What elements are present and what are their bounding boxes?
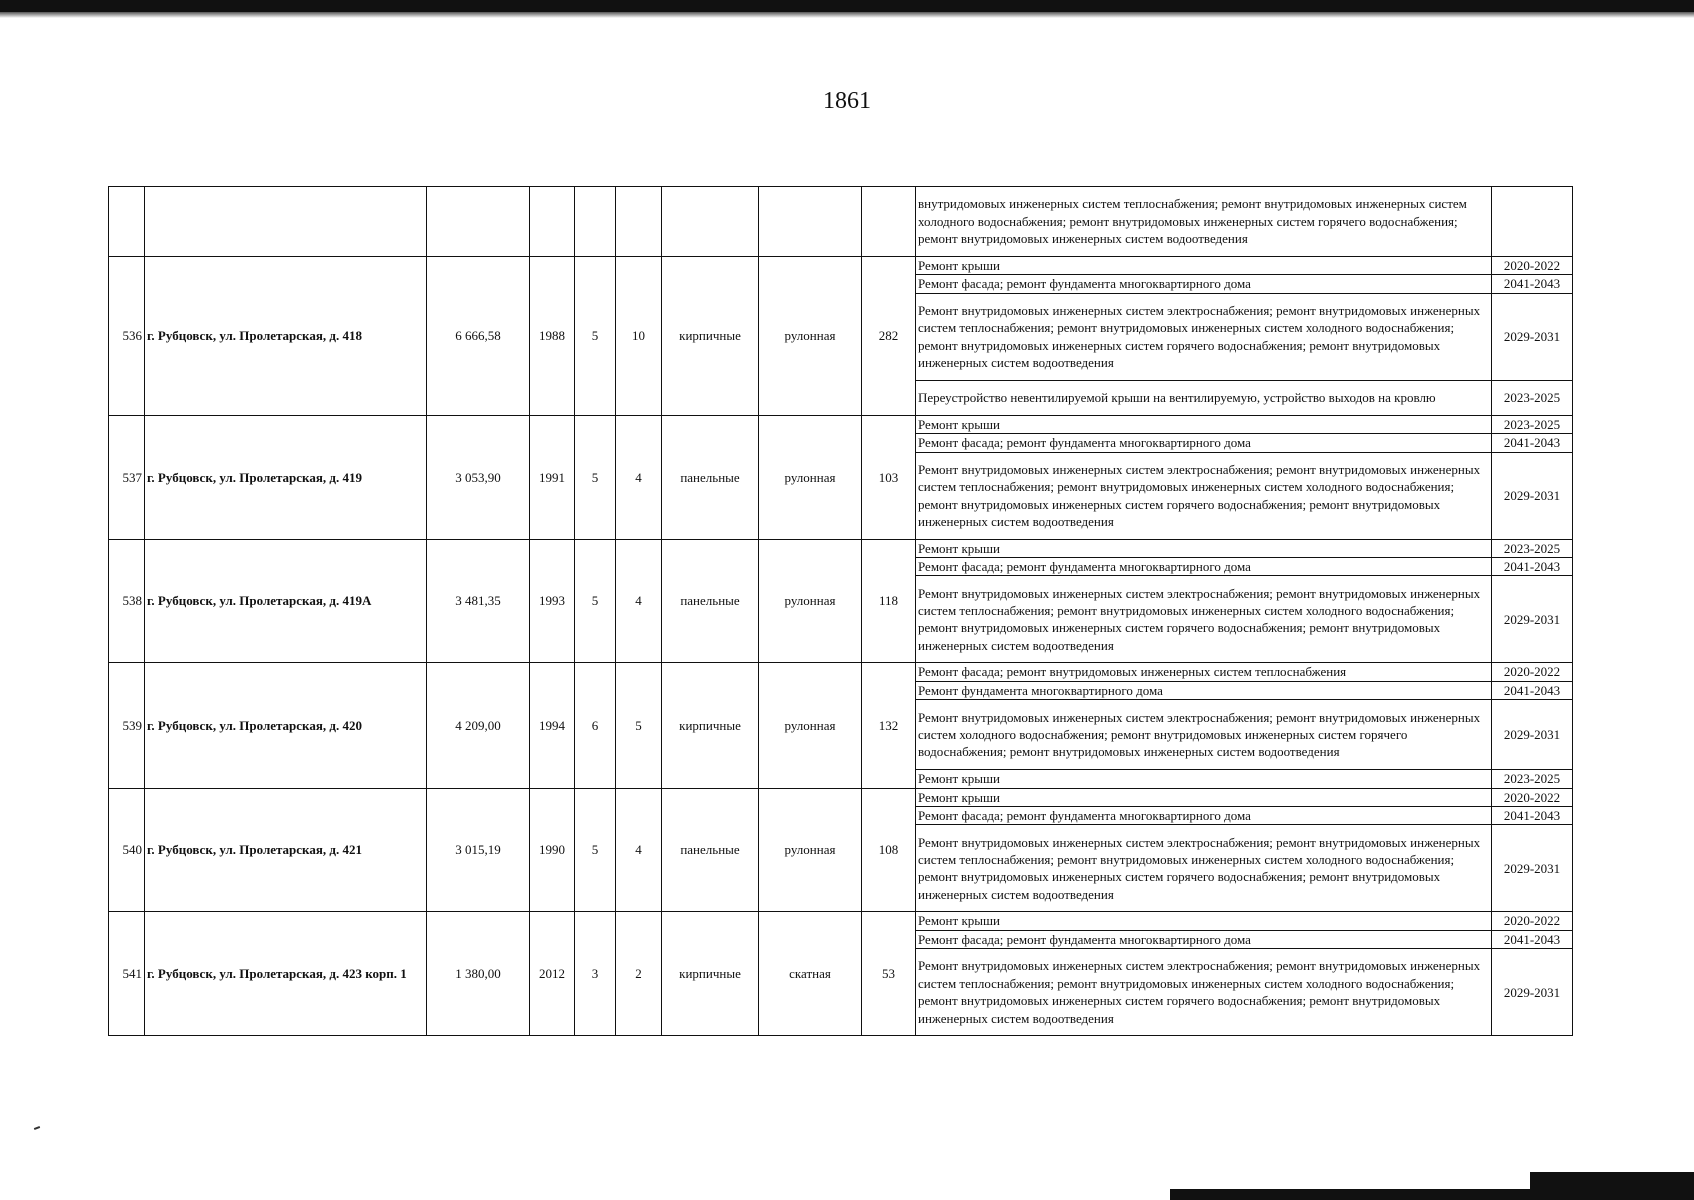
work-period: 2041-2043 (1492, 558, 1573, 576)
work-description: Ремонт фасада; ремонт внутридомовых инженерных систем теплоснабжения (916, 663, 1492, 681)
address: г. Рубцовск, ул. Пролетарская, д. 420 (145, 663, 427, 788)
address: г. Рубцовск, ул. Пролетарская, д. 423 корп. 1 (145, 912, 427, 1036)
row-number: 537 (109, 415, 145, 539)
wall-material: кирпичные (662, 257, 759, 416)
entrances: 4 (616, 415, 662, 539)
work-period: 2029-2031 (1492, 825, 1573, 912)
work-period: 2029-2031 (1492, 700, 1573, 770)
work-description: Ремонт крыши (916, 770, 1492, 788)
roof-type: рулонная (759, 415, 862, 539)
floors: 5 (575, 415, 616, 539)
table-row (109, 788, 1573, 806)
build-year: 1994 (530, 663, 575, 788)
row-number: 540 (109, 788, 145, 912)
build-year: 1991 (530, 415, 575, 539)
work-period: 2020-2022 (1492, 663, 1573, 681)
residents: 282 (862, 257, 916, 416)
floors: 6 (575, 663, 616, 788)
table-row (109, 257, 1573, 275)
work-description: Ремонт крыши (916, 257, 1492, 275)
roof-type: рулонная (759, 788, 862, 912)
address: г. Рубцовск, ул. Пролетарская, д. 421 (145, 788, 427, 912)
work-period: 2041-2043 (1492, 807, 1573, 825)
work-period: 2023-2025 (1492, 770, 1573, 788)
work-description: Ремонт фундамента многоквартирного дома (916, 681, 1492, 699)
work-description: Ремонт внутридомовых инженерных систем электроснабжения; ремонт внутридомовых инженерных систем теплоснабжения; ремонт внутридомовых инженерных систем холодного водоснабжения; ремонт внутридомовых инженерных систем горячего водоснабжения; ремонт внутридомовых инженерных систем водоотведения (916, 293, 1492, 380)
table-row (109, 663, 1573, 681)
work-period: 2029-2031 (1492, 949, 1573, 1036)
residents: 132 (862, 663, 916, 788)
work-period: 2041-2043 (1492, 681, 1573, 699)
address: г. Рубцовск, ул. Пролетарская, д. 419А (145, 539, 427, 663)
total-area: 3 015,19 (427, 788, 530, 912)
residents: 118 (862, 539, 916, 663)
build-year: 1990 (530, 788, 575, 912)
roof-type: рулонная (759, 663, 862, 788)
work-description: Ремонт крыши (916, 912, 1492, 930)
work-period: 2023-2025 (1492, 415, 1573, 433)
wall-material: панельные (662, 788, 759, 912)
roof-type: рулонная (759, 539, 862, 663)
floors: 5 (575, 539, 616, 663)
work-period: 2041-2043 (1492, 434, 1573, 452)
scan-artifact (34, 1126, 40, 1130)
entrances: 5 (616, 663, 662, 788)
continuation-row (109, 187, 1573, 257)
scan-bottom-shadow (1530, 1172, 1694, 1190)
entrances: 2 (616, 912, 662, 1036)
work-period: 2023-2025 (1492, 380, 1573, 415)
build-year: 2012 (530, 912, 575, 1036)
entrances: 4 (616, 788, 662, 912)
wall-material: панельные (662, 539, 759, 663)
total-area: 3 053,90 (427, 415, 530, 539)
table-row (109, 912, 1573, 930)
work-period: 2023-2025 (1492, 539, 1573, 557)
work-description: Ремонт крыши (916, 788, 1492, 806)
repair-schedule-table (108, 186, 1573, 1036)
scan-bottom-border (1170, 1189, 1694, 1200)
work-description: Ремонт внутридомовых инженерных систем электроснабжения; ремонт внутридомовых инженерных систем теплоснабжения; ремонт внутридомовых инженерных систем холодного водоснабжения; ремонт внутридомовых инженерных систем горячего водоснабжения; ремонт внутридомовых инженерных систем водоотведения (916, 825, 1492, 912)
total-area: 3 481,35 (427, 539, 530, 663)
table-row (109, 539, 1573, 557)
floors: 3 (575, 912, 616, 1036)
work-description: Ремонт внутридомовых инженерных систем электроснабжения; ремонт внутридомовых инженерных систем холодного водоснабжения; ремонт внутридомовых инженерных систем горячего водоснабжения; ремонт внутридомовых инженерных систем водоотведения (916, 700, 1492, 770)
build-year: 1993 (530, 539, 575, 663)
work-period: 2029-2031 (1492, 452, 1573, 539)
work-description: Ремонт крыши (916, 539, 1492, 557)
address: г. Рубцовск, ул. Пролетарская, д. 418 (145, 257, 427, 416)
roof-type: скатная (759, 912, 862, 1036)
work-description: Ремонт внутридомовых инженерных систем электроснабжения; ремонт внутридомовых инженерных систем теплоснабжения; ремонт внутридомовых инженерных систем холодного водоснабжения; ремонт внутридомовых инженерных систем горячего водоснабжения; ремонт внутридомовых инженерных систем водоотведения (916, 576, 1492, 663)
page-number: 1861 (823, 88, 871, 114)
floors: 5 (575, 788, 616, 912)
row-number: 538 (109, 539, 145, 663)
residents: 108 (862, 788, 916, 912)
floors: 5 (575, 257, 616, 416)
address: г. Рубцовск, ул. Пролетарская, д. 419 (145, 415, 427, 539)
residents: 103 (862, 415, 916, 539)
work-period: 2020-2022 (1492, 912, 1573, 930)
work-description: Ремонт крыши (916, 415, 1492, 433)
work-description: Ремонт фасада; ремонт фундамента многоквартирного дома (916, 275, 1492, 293)
work-period: 2020-2022 (1492, 788, 1573, 806)
work-description: Ремонт фасада; ремонт фундамента многоквартирного дома (916, 434, 1492, 452)
work-period: 2041-2043 (1492, 930, 1573, 948)
work-description: Ремонт фасада; ремонт фундамента многоквартирного дома (916, 930, 1492, 948)
residents: 53 (862, 912, 916, 1036)
work-period: 2029-2031 (1492, 576, 1573, 663)
work-period (1492, 187, 1573, 257)
wall-material: панельные (662, 415, 759, 539)
row-number: 539 (109, 663, 145, 788)
work-period: 2029-2031 (1492, 293, 1573, 380)
scan-top-border (0, 0, 1694, 12)
work-period: 2041-2043 (1492, 275, 1573, 293)
entrances: 10 (616, 257, 662, 416)
work-description: Ремонт фасада; ремонт фундамента многоквартирного дома (916, 558, 1492, 576)
wall-material: кирпичные (662, 663, 759, 788)
row-number: 541 (109, 912, 145, 1036)
build-year: 1988 (530, 257, 575, 416)
total-area: 6 666,58 (427, 257, 530, 416)
work-description: Ремонт внутридомовых инженерных систем электроснабжения; ремонт внутридомовых инженерных систем теплоснабжения; ремонт внутридомовых инженерных систем холодного водоснабжения; ремонт внутридомовых инженерных систем горячего водоснабжения; ремонт внутридомовых инженерных систем водоотведения (916, 949, 1492, 1036)
wall-material: кирпичные (662, 912, 759, 1036)
work-description: Ремонт фасада; ремонт фундамента многоквартирного дома (916, 807, 1492, 825)
work-description: Ремонт внутридомовых инженерных систем электроснабжения; ремонт внутридомовых инженерных систем теплоснабжения; ремонт внутридомовых инженерных систем холодного водоснабжения; ремонт внутридомовых инженерных систем горячего водоснабжения; ремонт внутридомовых инженерных систем водоотведения (916, 452, 1492, 539)
entrances: 4 (616, 539, 662, 663)
table-row (109, 415, 1573, 433)
total-area: 1 380,00 (427, 912, 530, 1036)
total-area: 4 209,00 (427, 663, 530, 788)
work-description: Переустройство невентилируемой крыши на вентилируемую, устройство выходов на кровлю (916, 380, 1492, 415)
roof-type: рулонная (759, 257, 862, 416)
work-period: 2020-2022 (1492, 257, 1573, 275)
work-description: внутридомовых инженерных систем теплоснабжения; ремонт внутридомовых инженерных систем холодного водоснабжения; ремонт внутридомовых инженерных систем горячего водоснабжения; ремонт внутридомовых инженерных систем водоотведения (916, 187, 1492, 257)
row-number: 536 (109, 257, 145, 416)
